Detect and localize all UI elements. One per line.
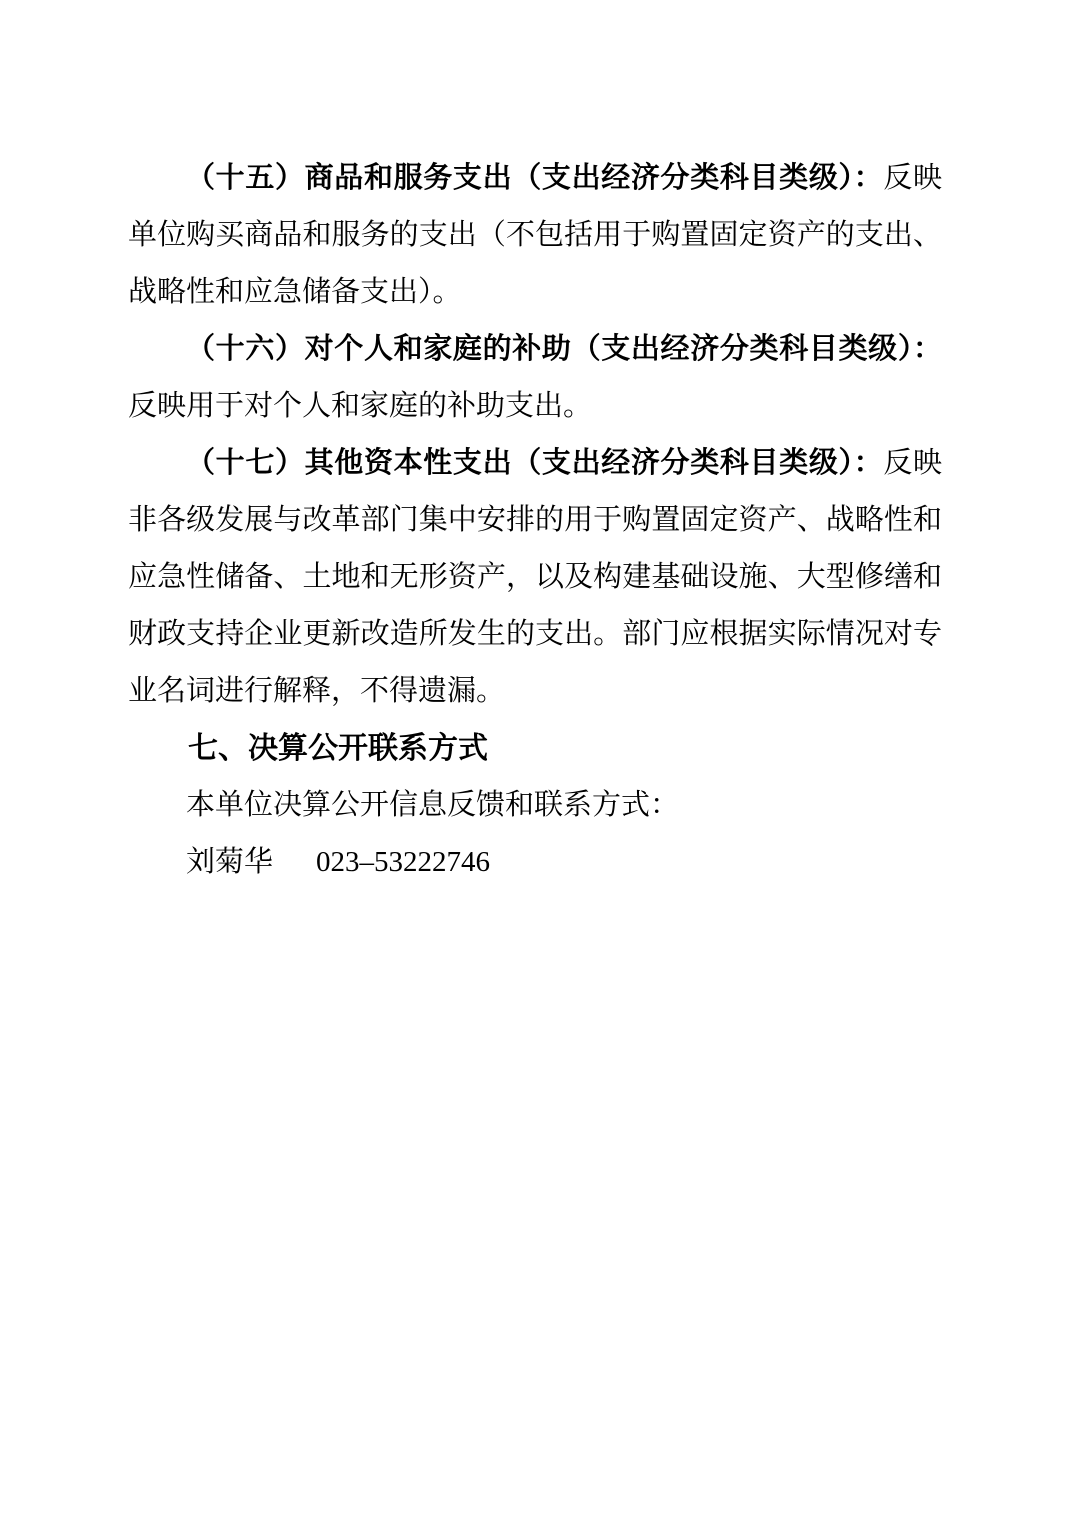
paragraph-15-definition: 反映单位购买商品和服务的支出（不包括用于购置固定资产的支出、战略性和应急储备支出）。 <box>128 162 942 308</box>
paragraph-17-term: （十七）其他资本性支出（支出经济分类科目类级）： <box>186 447 884 479</box>
paragraph-16-definition: 反映用于对个人和家庭的补助支出。 <box>128 390 593 422</box>
contact-line <box>128 834 942 891</box>
paragraph-16-term: （十六）对个人和家庭的补助（支出经济分类科目类级）： <box>186 333 942 365</box>
section-heading: 七、决算公开联系方式 <box>188 732 488 765</box>
paragraph-item-16 <box>128 321 942 435</box>
contact-name: 刘菊华 <box>186 846 274 878</box>
paragraph-17-definition: 反映非各级发展与改革部门集中安排的用于购置固定资产、战略性和应急性储备、土地和无形资产，以及构建基础设施、大型修缮和财政支持企业更新改造所发生的支出。部门应根据实际情况对专业名词进行解释，不得遗漏。 <box>128 447 942 707</box>
paragraph-item-15 <box>128 150 942 321</box>
paragraph-item-17 <box>128 435 942 720</box>
paragraph-15-term: （十五）商品和服务支出（支出经济分类科目类级）： <box>186 162 884 194</box>
contact-phone: 023–53222746 <box>316 846 491 878</box>
document-body <box>128 150 942 891</box>
contact-intro: 本单位决算公开信息反馈和联系方式： <box>186 789 680 821</box>
